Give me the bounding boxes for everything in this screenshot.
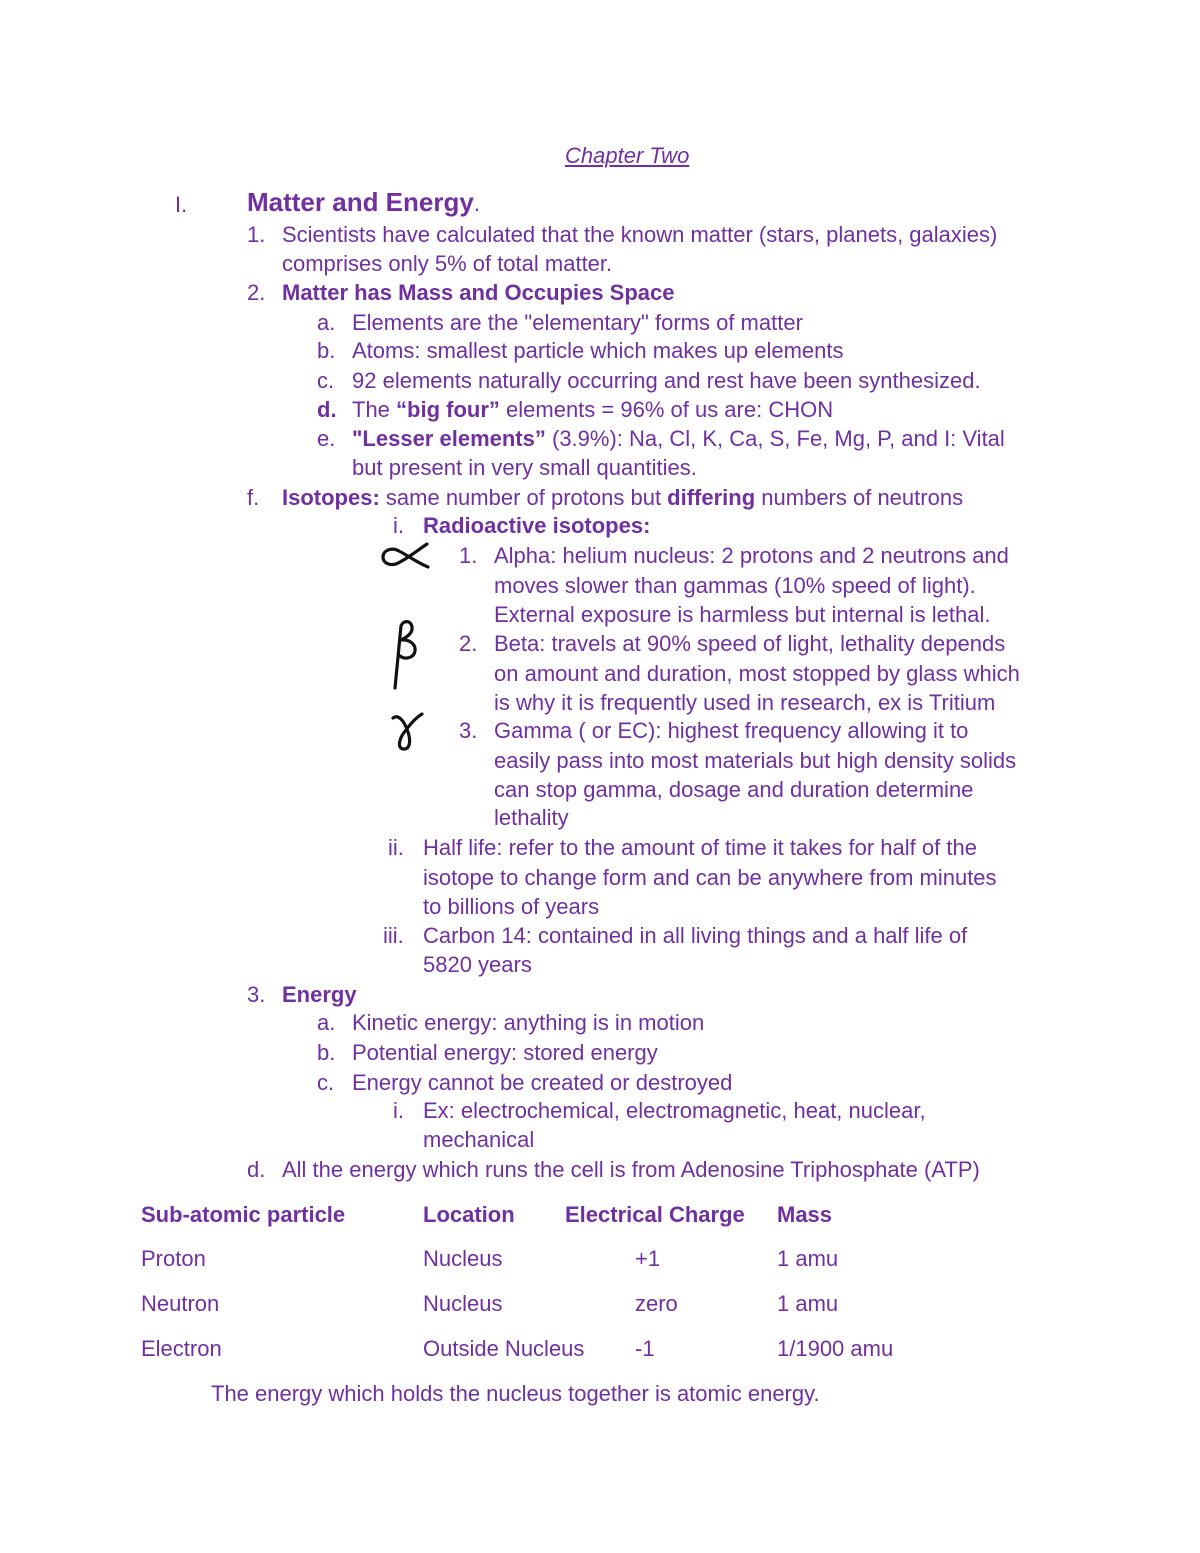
list-num: 1. xyxy=(459,543,478,568)
section-heading xyxy=(247,187,480,219)
table-cell: +1 xyxy=(635,1246,661,1271)
table-header: Sub-atomic particle xyxy=(141,1202,346,1227)
list-num: c. xyxy=(317,368,335,393)
table-cell: -1 xyxy=(635,1336,655,1361)
list-item: 92 elements naturally occurring and rest have been synthesized. xyxy=(352,368,981,393)
table-cell: 1 amu xyxy=(777,1291,839,1316)
list-item: but present in very small quantities. xyxy=(352,455,697,480)
page-title: Chapter Two xyxy=(565,143,690,168)
table-header: Electrical Charge xyxy=(565,1202,745,1227)
table-cell: Proton xyxy=(141,1246,206,1271)
list-num: 1. xyxy=(247,222,266,247)
list-item: External exposure is harmless but internal is lethal. xyxy=(494,602,991,627)
list-item xyxy=(352,395,833,425)
list-item: 5820 years xyxy=(423,952,532,977)
list-item: Alpha: helium nucleus: 2 protons and 2 neutrons and xyxy=(494,543,1009,568)
list-item: Carbon 14: contained in all living things and a half life of xyxy=(423,923,968,948)
list-item: Beta: travels at 90% speed of light, lethality depends xyxy=(494,631,1006,656)
list-num: a. xyxy=(317,1010,336,1035)
list-num: 3. xyxy=(459,718,478,743)
gamma-icon xyxy=(388,708,428,754)
list-item: comprises only 5% of total matter. xyxy=(282,251,613,276)
text-run-bold: Isotopes: xyxy=(282,485,380,510)
list-item: All the energy which runs the cell is from Adenosine Triphosphate (ATP) xyxy=(282,1157,980,1182)
table-cell: Neutron xyxy=(141,1291,220,1316)
text-run: same number of protons but xyxy=(379,485,668,510)
list-item: moves slower than gammas (10% speed of light). xyxy=(494,573,976,598)
list-item: Scientists have calculated that the known matter (stars, planets, galaxies) xyxy=(282,222,998,247)
list-num: 2. xyxy=(247,280,266,305)
list-num: c. xyxy=(317,1070,335,1095)
list-item: Ex: electrochemical, electromagnetic, heat, nuclear, xyxy=(423,1098,926,1123)
list-item: Kinetic energy: anything is in motion xyxy=(352,1010,705,1035)
list-item: Radioactive isotopes: xyxy=(423,513,651,538)
table-cell: 1 amu xyxy=(777,1246,839,1271)
table-cell: zero xyxy=(635,1291,678,1316)
list-item xyxy=(282,483,963,513)
list-num: i. xyxy=(393,1098,404,1123)
list-num: e. xyxy=(317,426,336,451)
section-numeral: I. xyxy=(175,192,188,217)
text-run: (3.9%): Na, Cl, K, Ca, S, Fe, Mg, P, and I: Vital xyxy=(545,426,1005,451)
list-num: ii. xyxy=(388,835,404,860)
list-item: Gamma ( or EC): highest frequency allowing it to xyxy=(494,718,969,743)
list-item: easily pass into most materials but high density solids xyxy=(494,748,1017,773)
list-item: isotope to change form and can be anywhere from minutes xyxy=(423,865,997,890)
list-item xyxy=(352,424,1005,454)
list-item: can stop gamma, dosage and duration determine xyxy=(494,777,974,802)
table-cell: Nucleus xyxy=(423,1291,503,1316)
table-cell: Nucleus xyxy=(423,1246,503,1271)
list-item: is why it is frequently used in research, ex is Tritium xyxy=(494,690,996,715)
list-num: iii. xyxy=(383,923,404,948)
list-item: Potential energy: stored energy xyxy=(352,1040,658,1065)
list-num: b. xyxy=(317,338,336,363)
list-num: 2. xyxy=(459,631,478,656)
list-item: mechanical xyxy=(423,1127,535,1152)
list-item: on amount and duration, most stopped by glass which xyxy=(494,661,1020,686)
text-run-bold: differing xyxy=(667,485,756,510)
list-num: b. xyxy=(317,1040,336,1065)
table-cell: Outside Nucleus xyxy=(423,1336,585,1361)
text-run-bold: "Lesser elements” xyxy=(352,426,546,451)
closing-sentence: The energy which holds the nucleus together is atomic energy. xyxy=(211,1381,820,1406)
list-num: d. xyxy=(317,397,337,422)
text-run: The xyxy=(352,397,397,422)
section-heading-period: . xyxy=(473,191,480,216)
table-header: Mass xyxy=(777,1202,833,1227)
list-num: i. xyxy=(393,513,404,538)
table-cell: 1/1900 amu xyxy=(777,1336,894,1361)
list-item: Energy xyxy=(282,982,357,1007)
list-item: to billions of years xyxy=(423,894,600,919)
alpha-icon xyxy=(378,538,434,574)
list-item: Matter has Mass and Occupies Space xyxy=(282,280,675,305)
text-run: elements = 96% of us are: CHON xyxy=(499,397,834,422)
list-num: f. xyxy=(247,485,260,510)
list-num: a. xyxy=(317,310,336,335)
table-header: Location xyxy=(423,1202,515,1227)
list-item: Atoms: smallest particle which makes up elements xyxy=(352,338,844,363)
list-num: d. xyxy=(247,1157,266,1182)
section-heading-text: Matter and Energy xyxy=(247,187,474,217)
table-cell: Electron xyxy=(141,1336,222,1361)
list-item: Elements are the "elementary" forms of matter xyxy=(352,310,803,335)
list-item: Energy cannot be created or destroyed xyxy=(352,1070,733,1095)
text-run-bold: “big four” xyxy=(396,397,500,422)
list-num: 3. xyxy=(247,982,266,1007)
list-item: Half life: refer to the amount of time it takes for half of the xyxy=(423,835,977,860)
list-item: lethality xyxy=(494,805,569,830)
beta-icon xyxy=(385,616,425,692)
text-run: numbers of neutrons xyxy=(755,485,964,510)
